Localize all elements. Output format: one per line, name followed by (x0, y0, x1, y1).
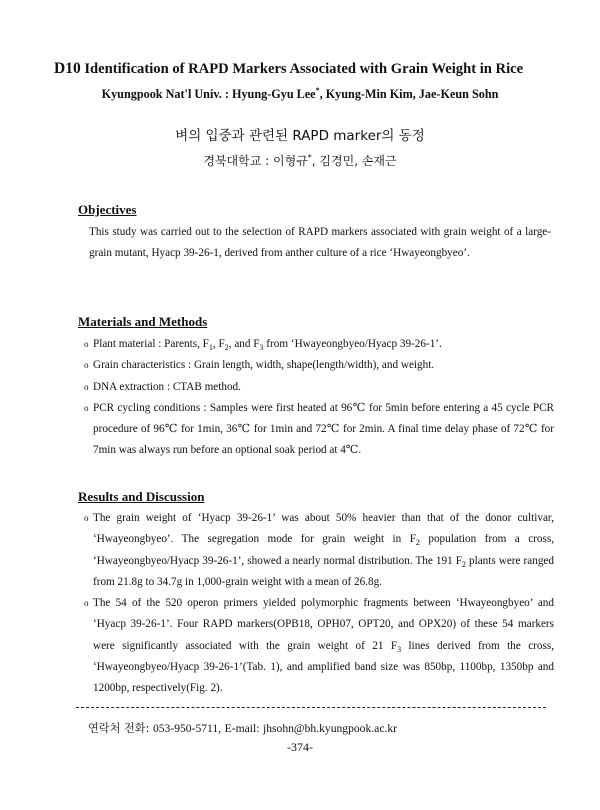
list-item: o The grain weight of ‘Hyacp 39-26-1’ was about 50% heavier than that of the donor cultivar, ‘Hwayeongbyeo’. The segregation mode for grain weight in $F_2$ population from a cross, ‘Hwayeongbyeo/Hyacp 39-26-1’, showed a nearly normal distribution. The 191 $F_2$ plants were ranged from 21.8g to 34.7g in 1,000-grain weight with a mean of 26.8g. (84, 512, 554, 588)
contact-info (88, 720, 397, 736)
list-item: o Plant material : Parents, $F_1$, $F_2$, and $F_3$ from ‘Hwayeongbyeo/Hyacp 39-26-1’. (84, 338, 442, 353)
title-english: Identification of RAPD Markers Associated with Grain Weight in Rice (84, 61, 524, 77)
objectives-text: This study was carried out to the selection of RAPD markers associated with grain weight of a large-grain mutant, Hyacp 39-26-1, derived from anther culture of a rice ‘Hwayeongbyeo’. (89, 226, 551, 260)
list-item: o Grain characteristics : Grain length, width, shape(length/width), and weight. (84, 359, 435, 372)
footer-divider (76, 707, 546, 708)
email-label: E-mail: (224, 722, 260, 735)
paper-title (54, 60, 574, 78)
methods-list (84, 334, 554, 462)
results-heading: Results and Discussion (78, 489, 205, 504)
phone-number: 053-950-5711, (152, 722, 222, 735)
methods-heading: Materials and Methods (78, 314, 208, 329)
authors-korean: 경북대학교 : 이형규*, 김경민, 손재근 (203, 153, 397, 168)
page-number: -374- (287, 740, 313, 754)
contact-label: 연락처 전화: (88, 722, 150, 735)
results-list (84, 508, 554, 700)
email-address: jhsohn@bh.kyungpook.ac.kr (263, 722, 398, 735)
list-item: o DNA extraction : CTAB method. (84, 380, 241, 393)
list-item: o PCR cycling conditions : Samples were first heated at 96℃ for 5min before entering a 45 cycle PCR procedure of 96℃ for 1min, 36℃ for 1min and 72℃ for 2min. A final time delay phase of 72℃ for 7min was always run before an optional soak period at 4℃. (84, 401, 554, 457)
authors-english: Kyungpook Nat'l Univ. : Hyung-Gyu Lee*, Kyung-Min Kim, Jae-Keun Sohn (101, 85, 499, 101)
abstract-code: D10 (54, 60, 81, 77)
title-korean: 벼의 입중과 관련된 RAPD marker의 동정 (175, 128, 425, 144)
objectives-heading: Objectives (78, 202, 137, 217)
list-item: o The 54 of the 520 operon primers yielded polymorphic fragments between ‘Hwayeongbyeo’ and ‘Hyacp 39-26-1’. Four RAPD markers(OPB18, OPH07, OPT20, and OPX20) of these 54 markers were significantly associated with the grain weight of 21 $F_3$ lines derived from the cross, ‘Hwayeongbyeo/Hyacp 39-26-1’(Tab. 1), and amplified band size was 850bp, 1100bp, 1350bp and 1200bp, respectively(Fig. 2). (84, 597, 554, 695)
